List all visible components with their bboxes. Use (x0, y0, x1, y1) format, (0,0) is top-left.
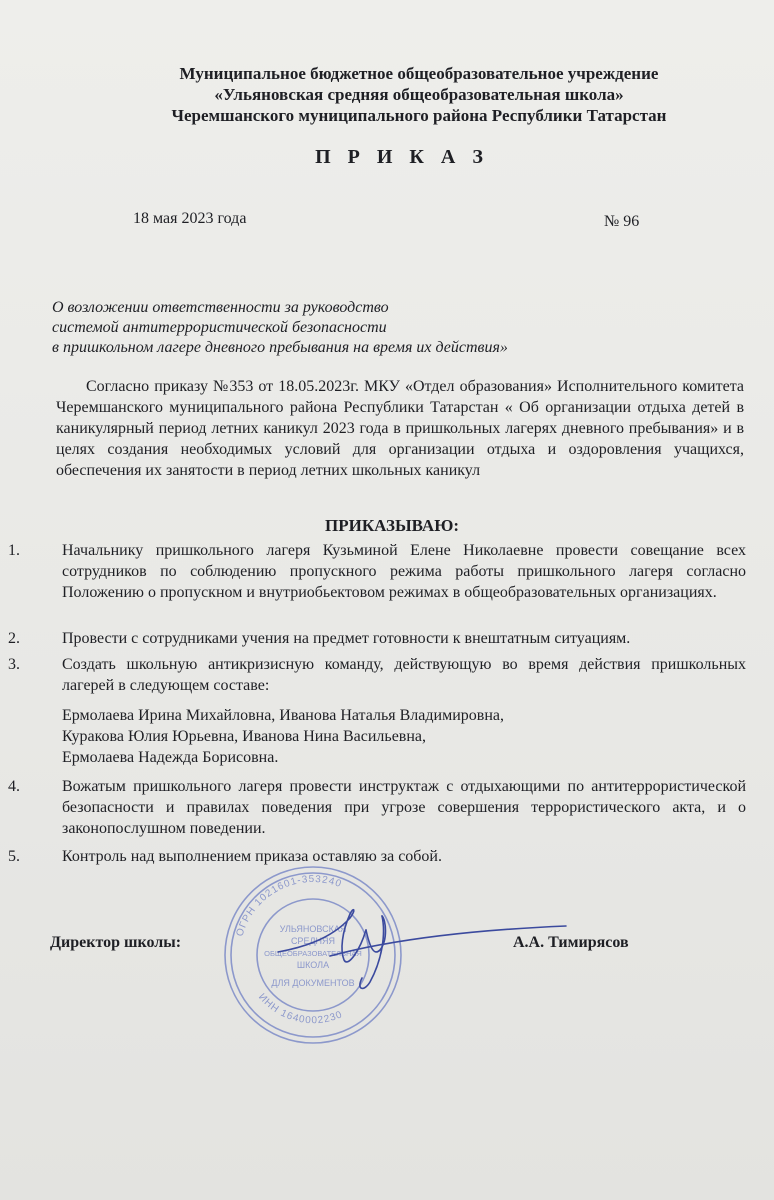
stamp-docs: ДЛЯ ДОКУМЕНТОВ (271, 978, 355, 988)
order-heading: ПРИКАЗЫВАЮ: (324, 516, 460, 535)
item-text: Контроль над выполнением приказа оставляю за собой. (62, 848, 442, 865)
team-member-line: Куракова Юлия Юрьевна, Иванова Нина Васильевна, (62, 728, 427, 745)
stamp-school-4: ШКОЛА (296, 960, 330, 970)
item-number: 2. (8, 630, 20, 647)
document-title: П Р И К А З (315, 146, 489, 168)
header-line-3: Черемшанского муниципального района Республики Татарстан (171, 106, 667, 125)
subject-line-1: О возложении ответственности за руководство (52, 299, 389, 316)
document-number: № 96 (604, 213, 640, 230)
team-member-line: Ермолаева Ирина Михайловна, Иванова Наталья Владимировна, (62, 707, 504, 724)
subject-line-2: системой антитеррористической безопасности (52, 319, 387, 336)
item-text: Создать школьную антикризисную команду, действующую во время действия пришкольных лагерей в следующем составе: (62, 656, 746, 694)
signatory-title: Директор школы: (50, 934, 182, 951)
item-text: Вожатым пришкольного лагеря провести инструктаж с отдыхающими по антитеррористической безопасности и правилах поведения при угрозе совершения террористического акта, и о законопослушном поведении. (62, 778, 746, 837)
stamp-inn: ИНН 1640002230 (255, 991, 345, 1027)
stamp-school-1: УЛЬЯНОВСКАЯ (279, 924, 347, 934)
item-number: 1. (8, 542, 20, 559)
subject-line-3: в пришкольном лагере дневного пребывания на время их действия» (52, 339, 508, 356)
order-subject (52, 298, 508, 358)
stamp-school-2: СРЕДНЯЯ (290, 936, 336, 946)
team-members (62, 705, 504, 768)
item-number: 4. (8, 778, 20, 795)
item-number: 5. (8, 848, 20, 865)
signatory-name: А.А. Тимирясов (513, 934, 629, 951)
stamp-school-3: ОБЩЕОБРАЗОВАТЕЛЬНАЯ (264, 949, 362, 958)
header-line-1: Муниципальное бюджетное общеобразовательное учреждение (179, 64, 659, 83)
item-text: Провести с сотрудниками учения на предмет готовности к внештатным ситуациям. (62, 630, 631, 647)
header-line-2: «Ульяновская средняя общеобразовательная школа» (214, 85, 624, 104)
stamp-ogrn: ОГРН 1021601-353240 (234, 873, 344, 938)
item-text: Начальнику пришкольного лагеря Кузьминой Елене Николаевне провести совещание всех сотрудников по соблюдению пропускного режима работы пришкольного лагеря согласно Положению о пропускном и внутриобьектовом режимах в общеобразовательных организациях. (62, 542, 746, 601)
item-number: 3. (8, 656, 20, 673)
organization-header (0, 63, 774, 126)
document-date: 18 мая 2023 года (133, 210, 247, 227)
team-member-line: Ермолаева Надежда Борисовна. (62, 749, 279, 766)
preamble-paragraph: Согласно приказу №353 от 18.05.2023г. МКУ «Отдел образования» Исполнительного комитета Черемшанского муниципального района Республики Татарстан « Об организации отдыха детей в каникулярный период летних каникул 2023 года в пришкольных лагерях дневного пребывания» и в целях создания необходимых условий для организации отдыха и оздоровления учащихся, обеспечения их занятости в период летних школьных каникул (56, 378, 744, 479)
